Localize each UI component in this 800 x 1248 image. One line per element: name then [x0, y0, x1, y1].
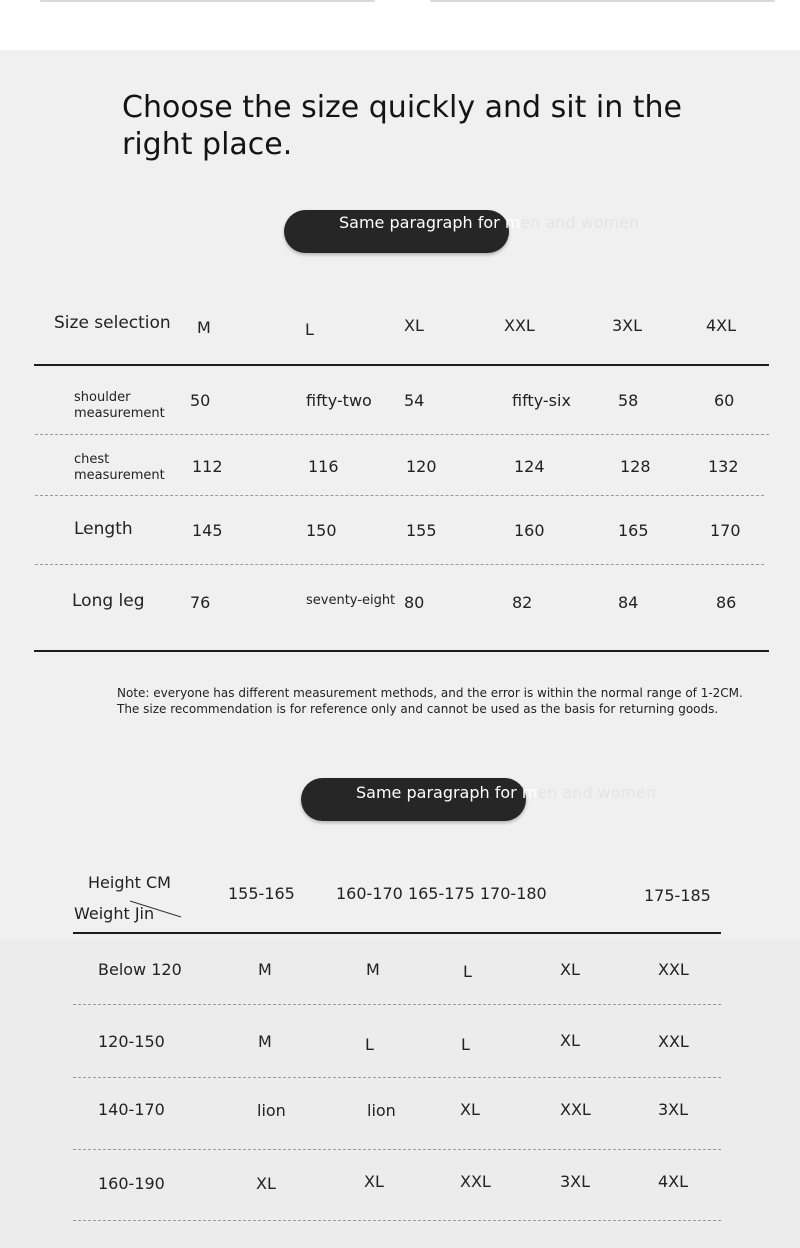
table-cell: XL [256, 1174, 276, 1193]
row-divider [73, 1077, 721, 1078]
size-header-xl: XL [404, 316, 424, 335]
row-label-chest: chest measurement [74, 452, 165, 483]
table-cell: XXL [560, 1100, 591, 1119]
table-cell: 155 [406, 521, 437, 540]
table-cell: 128 [620, 457, 651, 476]
top-banner [0, 0, 800, 50]
table-cell: 112 [192, 457, 223, 476]
diagonal-header-line [128, 898, 184, 920]
table-cell: XL [460, 1100, 480, 1119]
row-divider [35, 434, 769, 435]
table-cell: M [258, 1032, 272, 1051]
table-cell: 50 [190, 391, 211, 410]
table-cell: XL [560, 1031, 580, 1050]
measurement-note: Note: everyone has different measurement methods, and the error is within the normal range of 1-2CM. The size recommendation is for reference only and cannot be used as the basis for returning goods. [117, 686, 743, 716]
height-range-1: 155-165 [228, 884, 295, 903]
row-divider [73, 1220, 721, 1221]
table-cell: 165 [618, 521, 649, 540]
table-cell: fifty-two [306, 391, 372, 410]
table-cell: seventy-eight [306, 593, 396, 608]
table-cell: fifty-six [512, 391, 571, 410]
height-range-5: 175-185 [644, 886, 711, 905]
row-divider [73, 1149, 721, 1150]
table-cell: L [365, 1035, 374, 1054]
section-tag-2-label: Same paragraph for men and women [356, 783, 657, 802]
table-cell: M [258, 960, 272, 979]
table-cell: XXL [658, 960, 689, 979]
size-header-3xl: 3XL [612, 316, 643, 335]
table-cell: 54 [404, 391, 425, 410]
table-cell: XL [364, 1172, 384, 1191]
top-divider-right [430, 0, 775, 2]
table-cell: 76 [190, 593, 211, 612]
table-cell: 3XL [658, 1100, 689, 1119]
size-header-m: M [197, 318, 211, 337]
weight-label: 140-170 [98, 1100, 165, 1119]
table-cell: 86 [716, 593, 737, 612]
top-divider-left [40, 0, 375, 2]
size-table-bottom-rule [34, 650, 769, 652]
table-cell: M [366, 960, 380, 979]
table-cell: 80 [404, 593, 425, 612]
row-divider [35, 564, 764, 565]
size-header-l: L [305, 320, 314, 339]
table-cell: 3XL [560, 1172, 591, 1191]
table-cell: XXL [658, 1032, 689, 1051]
table-cell: 116 [308, 457, 339, 476]
table-cell: 160 [514, 521, 545, 540]
row-label-length: Length [74, 519, 133, 539]
table-cell: XXL [460, 1172, 491, 1191]
page-title: Choose the size quickly and sit in the right place. [122, 90, 683, 162]
size-table-header-label: Size selection [54, 313, 171, 333]
lower-background-band [0, 940, 800, 1248]
table-cell: 4XL [658, 1172, 689, 1191]
row-label-shoulder: shoulder measurement [74, 390, 165, 421]
table-cell: 170 [710, 521, 741, 540]
table-cell: L [463, 962, 472, 981]
table-cell: 145 [192, 521, 223, 540]
table-cell: L [461, 1035, 470, 1054]
size-header-4xl: 4XL [706, 316, 737, 335]
height-range-2-4: 160-170 165-175 170-180 [336, 884, 547, 903]
table-cell: XL [560, 960, 580, 979]
table-cell: 132 [708, 457, 739, 476]
table-cell: 84 [618, 593, 639, 612]
rec-table-top-rule [73, 932, 721, 934]
weight-label: 120-150 [98, 1032, 165, 1051]
rec-header-weight: Weight Jin [74, 904, 155, 923]
row-label-long-leg: Long leg [72, 591, 145, 611]
row-divider [73, 1004, 721, 1005]
table-cell: 60 [714, 391, 735, 410]
table-cell: 82 [512, 593, 533, 612]
table-cell: 58 [618, 391, 639, 410]
row-divider [35, 495, 764, 496]
weight-label: 160-190 [98, 1174, 165, 1193]
size-header-xxl: XXL [504, 316, 535, 335]
table-cell: lion [367, 1101, 396, 1120]
rec-header-height: Height CM [88, 873, 171, 892]
table-cell: 124 [514, 457, 545, 476]
weight-label: Below 120 [98, 960, 182, 979]
size-table-top-rule [34, 364, 769, 366]
section-tag-1-label: Same paragraph for men and women [339, 213, 640, 232]
table-cell: 150 [306, 521, 337, 540]
table-cell: 120 [406, 457, 437, 476]
table-cell: lion [257, 1101, 286, 1120]
